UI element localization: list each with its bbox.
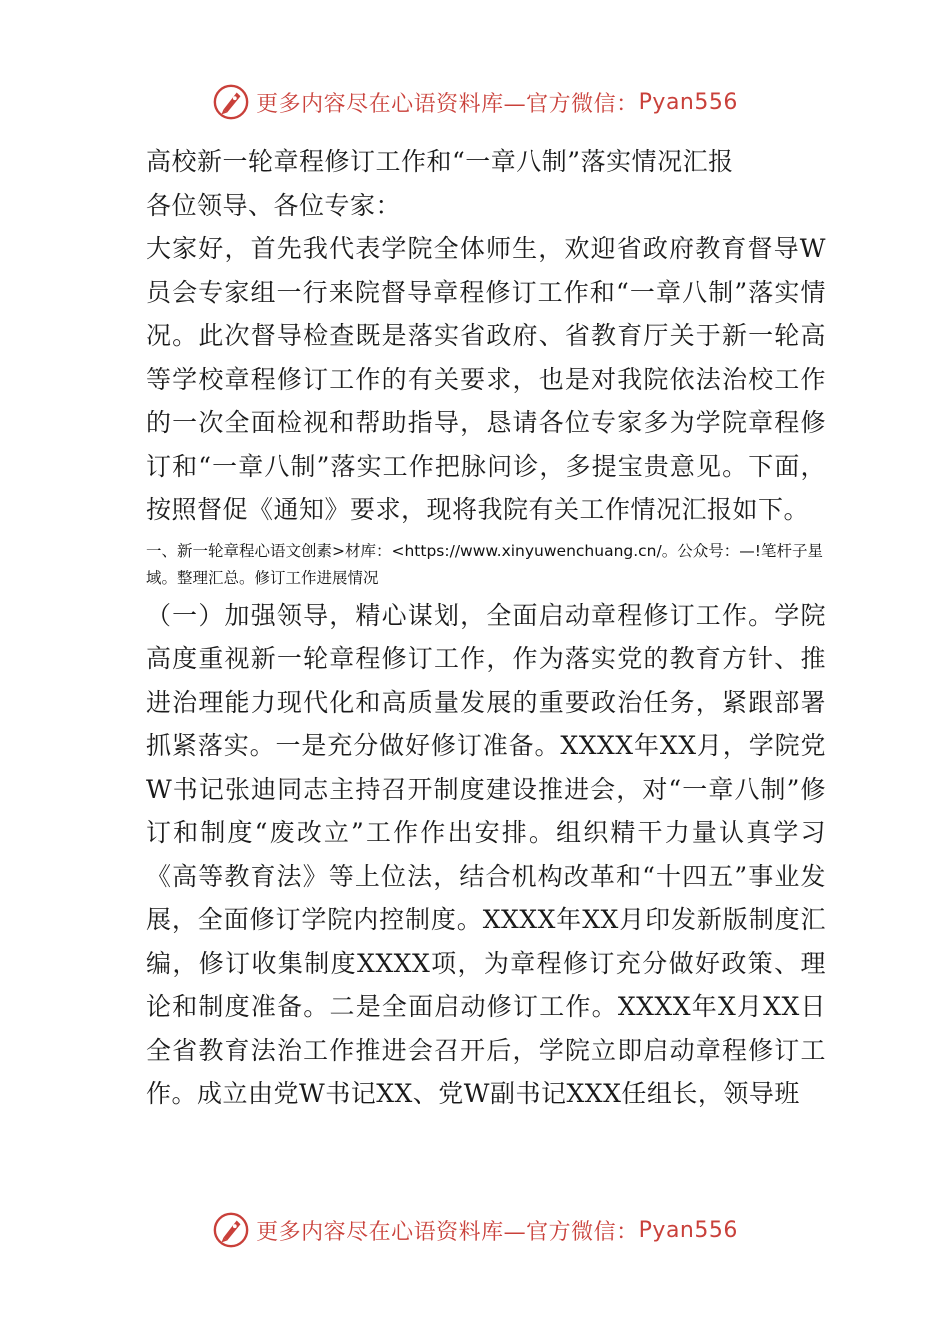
section-paragraph: （一）加强领导，精心谋划，全面启动章程修订工作。学院高度重视新一轮章程修订工作，作为落实党的教育方针、推进治理能力现代化和高质量发展的重要政治任务，紧跟部署抓紧落实。一是充分做好修订准备。XXXX年XX月，学院党W书记张迪同志主持召开制度建设推进会，对“一章八制”修订和制度“废改立”工作作出安排。组织精干力量认真学习《高等教育法》等上位法，结合机构改革和“十四五”事业发展，全面修订学院内控制度。XXXX年XX月印发新版制度汇编，修订收集制度XXXX项，为章程修订充分做好政策、理论和制度准备。二是全面启动修订工作。XXXX年X月XX日全省教育法治工作推进会召开后，学院立即启动章程修订工作。成立由党W书记XX、党W副书记XXX任组长，领导班 <box>146 600 826 1108</box>
greeting: 各位领导、各位专家： <box>146 190 402 220</box>
banner-text: 更多内容尽在心语资料库—官方微信： <box>256 1219 639 1245</box>
intro-paragraph: 大家好，首先我代表学院全体师生，欢迎省政府教育督导W员会专家组一行来院督导章程修订工作和“一章八制”落实情况。此次督导检查既是落实省政府、省教育厅关于新一轮高等学校章程修订工作的有关要求，也是对我院依法治校工作的一次全面检视和帮助指导，恳请各位专家多为学院章程修订和“一章八制”落实工作把脉问诊，多提宝贵意见。下面，按照督促《通知》要求，现将我院有关工作情况汇报如下。 <box>146 234 826 524</box>
banner-handle: Pyan556 <box>638 89 738 115</box>
pen-nib-logo-icon <box>212 83 250 121</box>
header-banner <box>0 80 950 124</box>
section-heading: 一、新一轮章程心语文创素>材库：<https://www.xinyuwenchuang.cn/。公众号：—!笔杆子星域。整理汇总。修订工作进展情况 <box>146 541 823 587</box>
banner-text: 更多内容尽在心语资料库—官方微信： <box>256 91 639 117</box>
document-title: 高校新一轮章程修订工作和“一章八制”落实情况汇报 <box>146 147 734 176</box>
footer-banner <box>0 1208 950 1252</box>
banner-handle: Pyan556 <box>638 1217 738 1243</box>
document-body <box>146 140 826 1116</box>
pen-nib-logo-icon <box>212 1211 250 1249</box>
